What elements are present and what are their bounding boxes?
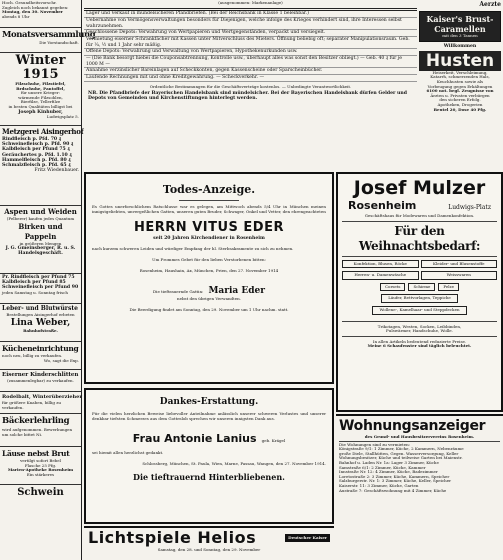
ad-line: Ludwigsplatz 5.: [46, 113, 79, 119]
mulzer-cell: Läufer, Bettvorlagen, Teppiche: [381, 294, 458, 303]
ad-line: Brdschuhe, Pantoffel,: [16, 85, 65, 91]
thanks-title: Dankes-Erstattung.: [159, 397, 259, 407]
ad-line: jeden Samstag u. Sonntag frisch: [2, 289, 68, 295]
ad-line: wärmende Filzsohlen,: [18, 94, 63, 100]
ad-line: Montag, den 30. November: [2, 9, 63, 15]
husten-line: Katarrh, schmerzenden Hals,: [430, 74, 490, 80]
kaiser-title: Kaiser's Brust-Caramellen: [426, 14, 494, 34]
ad-line: Pr. Rindfleisch per Pfund 75: [2, 275, 75, 280]
mulzer-cell: Kleider- und Blusenstoffe: [421, 260, 498, 269]
mulzer-cell: Herren- u. Damenwäsche: [342, 271, 419, 280]
thanks-sub: sei hiemit allen herzlichst gedankt.: [92, 450, 164, 456]
thanks-footer: Die tieftrauernd Hinterbliebenen.: [133, 472, 285, 483]
kaiser-willkommen: Willkommen: [443, 43, 477, 49]
lichtspiele-ad: [84, 526, 334, 560]
kaiser-title-block: [419, 11, 501, 42]
housing-ads: [336, 414, 503, 560]
mulzer-cell: Pelze: [438, 283, 459, 292]
ad-line: Filzschuhe, Filzstiefel,: [15, 81, 66, 86]
mulzer-tail: Pulswärmer, Handschuhe, Wolle.: [386, 328, 453, 334]
ad-lina-weber: [0, 304, 81, 342]
lichtspiele-header: [84, 528, 334, 548]
mourner-label: Die tieftrauernde Gattin:: [152, 289, 204, 295]
mulzer-city: Rosenheim: [348, 199, 417, 212]
kaiser-ad: [417, 0, 503, 170]
mulzer-row: [342, 294, 497, 303]
ad-winter: [0, 53, 81, 126]
ad-line: um solche bittet Ni.: [2, 431, 43, 437]
housing-line: Innstraße Nr. 12: 4 Zimmer, Küche, Badezimmer: [339, 469, 438, 475]
kaiser-top: Aerzte: [479, 1, 501, 8]
deceased-role: seit 20 Jahren Kirchendiener in Rosenheim: [153, 236, 265, 242]
ad-line: Marien-Apotheke Rosenheim: [7, 467, 74, 473]
ad-fleisch: [0, 274, 81, 304]
ad-title: Monatsversammlung: [2, 30, 96, 40]
divider: [342, 321, 497, 322]
mulzer-row: [342, 283, 497, 292]
divider: [342, 221, 497, 222]
ad-title: Schwein: [17, 487, 64, 498]
notice-line: Offene Depots: Verwahrung und Verwaltung von Wertpapieren, Hypothekenurkunden usw.: [84, 49, 417, 56]
housing-line: große Diele, Stallhütten, Gegen. Wasserversorgung, Keller: [339, 450, 459, 456]
husten-line: Heiserkeit, Verschleimung,: [432, 69, 488, 75]
ad-metzgerei: [0, 126, 84, 206]
mulzer-cell: Konfektion, Blusen, Röcke: [342, 260, 419, 269]
ad-line: in besten Qualitäten billigst bei: [8, 103, 73, 109]
ad-title: Aspen und Weiden: [4, 207, 77, 216]
mulzer-row: [342, 260, 497, 269]
notice-line: Uebernahme von Vermögensverwaltungen besonders für Diejenigen, welche infolge des Krieges verhindert sind, ihre Interessen selbst wahrzunehmen.: [84, 18, 417, 30]
notice-line: Annahme verzinslicher Bareinlagen auf Scheckkonten, gegen Kassenscheine oder Sparscheinbücher.: [84, 68, 417, 75]
ad-line: Hoch. Gesundheitsvorschr.: [2, 0, 57, 5]
ad-line: Schweinefleisch per Pfund 90: [2, 285, 79, 291]
thanks-name: Frau Antonie Lanius: [132, 432, 257, 446]
husten-line: Vorbeugung gegen Erkältungen: [427, 83, 493, 89]
ad-gesundheit: [0, 0, 81, 28]
deceased-name: HERRN VITUS EDER: [134, 220, 284, 236]
ad-rodel: [0, 392, 81, 414]
mourner-name: Maria Eder: [208, 286, 266, 297]
ad-title: Metzgerei Aisingerhof: [2, 127, 84, 136]
ad-signature: Fritz Wiedenbauer.: [34, 168, 79, 174]
mulzer-sub: Geschäftshaus für Modewaren und Damenkonfektion.: [364, 213, 475, 218]
ad-line: Joseph Kinhuber,: [18, 109, 63, 115]
ad-signature: Die Vorstandschaft.: [39, 40, 79, 45]
ad-line: Flasche 25 Pfg.: [24, 462, 57, 468]
mulzer-cell: Wollene-, Kamelhaar- und Steppdecken: [372, 306, 466, 315]
ad-schwein: [0, 485, 81, 515]
husten-line: 6100 not. begl. Zeugnisse von: [426, 88, 494, 94]
ad-line: J. G. Gmeinsberger, R. u. S.: [5, 246, 76, 252]
notice-line: Laufende Rechnungen mit und ohne Kreditgewährung. — Scheckverkehr. —: [84, 75, 417, 82]
ad-title: Kücheneinrichtung: [2, 344, 79, 353]
ad-line: Ein stärkeres: [26, 471, 55, 477]
ad-name: Lina Weber,: [10, 317, 71, 328]
death-notice-footer: Die Beerdigung findet am Sonntag, den 29. November um 1 Uhr nachm. statt.: [129, 306, 289, 312]
ad-line: Bierfilze, Tellerfilze: [20, 99, 61, 105]
housing-line: Bahnhof u. Laden Nr. 1a: Lager 3 Zimmer, Küche: [339, 459, 439, 465]
ad-line: Schmalzfleisch p. Pfd. 65 ₰: [2, 163, 71, 169]
death-notice-body: nach kurzem schweren Leiden und würdiger Empfang der hl. Sterbsakramente zu sich zu nehmen.: [92, 246, 294, 252]
housing-line: Salzburgerstr. Nr. 1: 3 Zimmer, Küche, Keller, Speicher: [339, 478, 452, 484]
mulzer-cell: Schirme: [408, 283, 435, 292]
notice-line: Lager und Verkauf in mündelsicheren Pfandbriefen. (Bei der Reichsbank in Klasse 1 beleihbar.): [84, 11, 417, 18]
ad-line: Bahnhofstraße.: [23, 327, 58, 333]
mourner-sub: nebst den übrigen Verwandten.: [177, 296, 241, 302]
ad-monatsversammlung: [0, 28, 96, 53]
kaiser-sub: mit den 3 Tannen: [442, 33, 478, 38]
death-notice-place-date: Rosenheim, Haushain, Ax, München, Prien, den 27. November 1914: [139, 267, 279, 273]
mulzer-tail: Meine 6 Schaufenster sind täglich beleuchtet.: [367, 343, 472, 349]
housing-sub: des Grund- und Hausbesitzervereins Rosenheim.: [364, 434, 475, 439]
ad-line: für unsere Krieger:: [20, 90, 61, 96]
husten-line: Keuchhusten sowie als: [436, 78, 484, 84]
husten-title: Husten: [425, 50, 495, 71]
housing-line: Königstraße 9/1: 1 Zimmer, Küche, 2 Kammern, Nebenräume: [339, 446, 464, 452]
ad-title: Bäckerlehrling: [2, 416, 70, 426]
ad-line: Kalbfleisch per Pfund 85: [2, 280, 66, 286]
ad-kuechen: [0, 342, 81, 370]
ad-kinderschlitten: [0, 370, 81, 392]
divider: [342, 256, 497, 257]
mulzer-tail: In allen Artikeln bedeutend reduzierte Preise.: [372, 338, 467, 344]
housing-title: Wohnungsanzeiger: [339, 418, 486, 434]
death-notice-ask: Um Frommes Gebet für den lieben Verstorbenen bitten:: [152, 256, 266, 262]
husten-block: [419, 51, 501, 71]
mulzer-xmas: Für den Weihnachtsbedarf:: [358, 223, 481, 253]
mulzer-row: [342, 306, 497, 315]
ad-title: Leber- und Blutwürste: [2, 305, 78, 312]
notices-header: (ausgenommen: Markenanlage): [218, 0, 283, 5]
ad-line: Wo, sagt die Exp.: [43, 357, 79, 363]
ad-line: Handelsgeschäft.: [18, 251, 63, 257]
ad-line: Hammelfleisch p. Pfd. 80 ₰: [2, 157, 71, 163]
housing-line: Samstraße 6/1: 2 Zimmer, Küche, Kammer: [339, 464, 426, 470]
thanks-body: Für die vielen herzlichen Beweise liebevoller Anteilnahme anlässlich unserer schweren Verlustes und unserer denkbar tiefsten Schmerzes aus dem Gotteslob sprechen wir unseren innigsten Dank aus.: [92, 411, 326, 421]
ad-line: vertilgt sofort Bebel: [20, 458, 61, 463]
death-notice-title: Todes-Anzeige.: [162, 183, 256, 196]
death-notice-intro: Es Gottes unerforschlichem Ratschlusse war es gelegen, am Mittwoch abends 5/4 Uhr in München meinen innigstgeliebten, unvergeßlichen Gatten, unseren guten Bruder, Schwager, Onkel und Vetter, den ehrengeachteten: [92, 204, 326, 214]
lichtspiele-title: Lichtspiele Helios: [88, 528, 257, 547]
thanks-notice: [84, 388, 334, 524]
ad-line: wird aufgenommen. Bewerbungen: [2, 427, 73, 432]
mulzer-street: Ludwigs-Platz: [448, 204, 491, 211]
mulzer-cell: Corsets: [380, 283, 405, 292]
ad-line: noch neu, billig zu verkaufen.: [2, 353, 63, 358]
ad-line: Bestellungen Aisingerhof erbeten: [6, 312, 75, 317]
ad-aspen-weiden: [0, 206, 81, 274]
mulzer-ad: [336, 172, 503, 412]
notices-footer-nb: NB. Die Pfandbriefe der Bayerischen Handelsbank sind mündelsicher. Bei der Bayerischen Handelsbank dürfen Gelder und Depots von Gemeinden und Kirchenstiftungen hinterlegt werden.: [88, 91, 407, 102]
lichtspiele-badge: Deutscher Kaiser: [285, 534, 330, 543]
ad-line: abends 8 Uhr: [2, 13, 30, 19]
housing-line: Wohnungsbesitzer, Küche und teilweise Garten bei Maienstr.: [339, 455, 463, 461]
ad-line: Schweinefleisch p. Pfd. 90 ₰: [2, 142, 74, 148]
ad-line: Birken und Pappeln: [18, 221, 63, 241]
mourner-block: [92, 278, 326, 297]
husten-line: den sicheren Erfolg.: [439, 97, 481, 103]
left-classifieds-column: [0, 0, 96, 560]
husten-line: Apotheken, Drogerien: [437, 101, 483, 107]
ad-line: in größeren Mengen: [19, 240, 62, 246]
thanks-place: Schlossberg, München, St. Paula, Wien, Marne, Passau, Wangen, den 27. November 1914.: [142, 460, 326, 466]
thanks-name-block: [92, 427, 326, 446]
housing-line: Austraße 7: Geschäftswohnung mit 4 Zimmer, Küche: [339, 487, 447, 493]
housing-line: Die Wohnungen sind zu vermieten:: [339, 441, 411, 447]
ad-line: für größere Knaben, billig zu verkaufen.: [2, 400, 61, 410]
notice-line: — (Die Bank besorgt hiebei die Couponsabtrennung, Kontrolle usw., überhaupt alles was sonst den Besitzer obliegt.) — Geb. 40 ₰ für je 1000 M —: [84, 56, 417, 68]
ad-title: Winter 1915: [15, 53, 66, 82]
bank-notices: [84, 0, 417, 170]
ad-line: (Felberer) kaufen jedes Quantum: [6, 216, 75, 221]
husten-line: Ärzten u. Privaten verbürgen: [430, 92, 490, 98]
ad-baecker: [0, 414, 81, 447]
ad-line: Geräuchertes p. Pfd. 1.10 ₰: [2, 152, 72, 158]
ad-title: Eiserner Kinderschlitten: [2, 372, 79, 378]
mulzer-tail: Trikotagen, Westen, Socken, Leibbinden,: [377, 323, 462, 329]
housing-line: Kaiserstr. 11: 3 Zimmer, Küche, Garten: [339, 482, 419, 488]
thanks-name-suffix: geb. Krägel: [261, 438, 286, 444]
ad-line: Zugleich noch bekannt gegeben:: [2, 4, 69, 10]
ad-line: Kalbfleisch per Pfund 75 ₰: [2, 147, 70, 153]
ad-line: Rindfleisch p. Pfd. 70 ₰: [2, 137, 61, 142]
ad-title: Rodelbalt, Winterüberzieher: [2, 394, 82, 400]
lichtspiele-date: Samstag, den 28. und Sonntag, den 29. November: [157, 547, 261, 552]
death-notice: [84, 172, 334, 384]
husten-line: Beutel 20, Dose 40 Pfg.: [433, 106, 487, 112]
ad-title: Läuse nebst Brut: [2, 449, 70, 458]
notice-line: Geschlossene Depots: Verwahrung von Wertpapieren und Wertgegenständen, verpackt und versiegelt.: [84, 30, 417, 37]
ad-line: (zusammenlegbar) zu verkaufen.: [7, 378, 74, 383]
mulzer-address: [342, 199, 497, 212]
notice-line: Vermietung eiserner Schrankfächer mit Kassen unter Mitverschluss des Mieters. Öffnung beliebig oft; separater Manipulationsraum. Geb. für ¼, ½ und 1 Jahr sehr mäßig.: [84, 37, 417, 49]
mulzer-name: Josef Mulzer: [353, 177, 486, 199]
mulzer-cell: Weisswaren: [421, 271, 498, 280]
divider: [342, 336, 497, 337]
notices-footer: Ordentliche Bestimmungen für die Geschäftsverträge kostenlos. — Unbedingte Verantwortlichkeit.: [149, 83, 352, 89]
housing-line: Loretostraße 2: 3 Zimmer, Küche, Kammern, Speicher: [339, 473, 450, 479]
divider: [179, 200, 239, 201]
mulzer-row: [342, 271, 497, 280]
ad-laeuse: [0, 447, 81, 485]
